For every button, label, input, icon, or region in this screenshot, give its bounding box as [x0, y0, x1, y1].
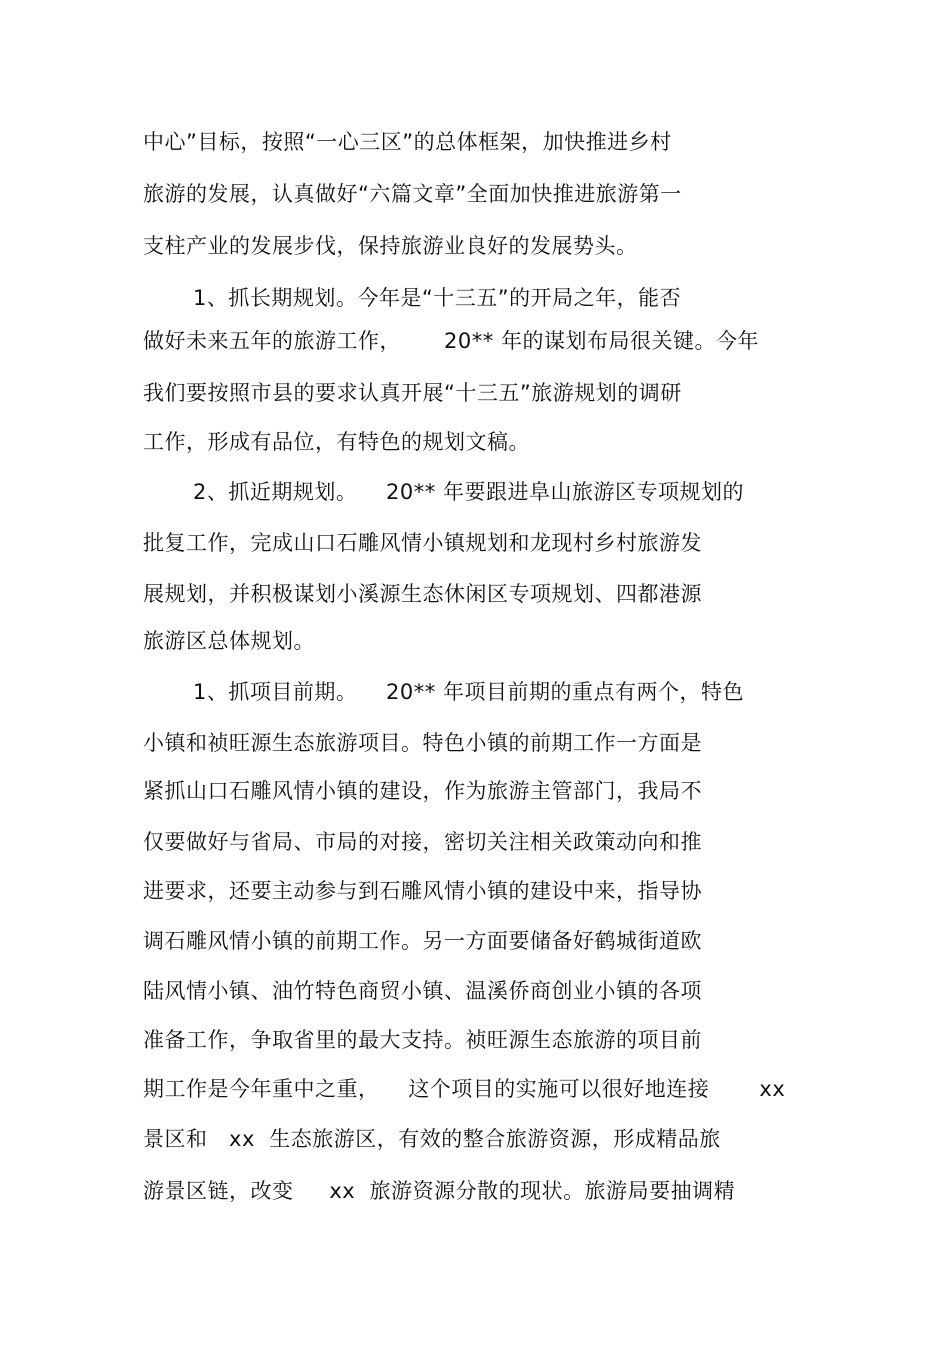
text-line: 紧抓山口石雕风情小镇的建设，作为旅游主管部门，我局不 — [143, 779, 702, 803]
text-line: 做好未来五年的旅游工作， 20** 年的谋划布局很关键。今年 — [143, 329, 759, 353]
text-line: 中心”目标，按照“一心三区”的总体框架，加快推进乡村 — [143, 130, 672, 154]
text-line: 游景区链，改变 xx 旅游资源分散的现状。旅游局要抽调精 — [143, 1179, 736, 1203]
paragraph-start-line: 1、抓长期规划。今年是“十三五”的开局之年，能否 — [193, 286, 682, 310]
text-line: 进要求，还要主动参与到石雕风情小镇的建设中来，指导协 — [143, 879, 702, 903]
text-line: 支柱产业的发展步伐，保持旅游业良好的发展势头。 — [143, 234, 638, 258]
text-line: 旅游区总体规划。 — [143, 629, 315, 653]
text-line: 陆风情小镇、油竹特色商贸小镇、温溪侨商创业小镇的各项 — [143, 979, 702, 1003]
text-line: 批复工作，完成山口石雕风情小镇规划和龙现村乡村旅游发 — [143, 531, 702, 555]
paragraph-start-line: 2、抓近期规划。 20** 年要跟进阜山旅游区专项规划的 — [193, 480, 744, 504]
text-line: 展规划，并积极谋划小溪源生态休闲区专项规划、四都港源 — [143, 582, 702, 606]
text-line: 仅要做好与省局、市局的对接，密切关注相关政策动向和推 — [143, 830, 702, 854]
paragraph-start-line: 1、抓项目前期。 20** 年项目前期的重点有两个，特色 — [193, 680, 744, 704]
text-line: 小镇和祯旺源生态旅游项目。特色小镇的前期工作一方面是 — [143, 731, 702, 755]
text-line: 景区和 xx 生态旅游区，有效的整合旅游资源，形成精品旅 — [143, 1127, 721, 1151]
text-line: 旅游的发展，认真做好“六篇文章”全面加快推进旅游第一 — [143, 182, 682, 206]
text-line: 调石雕风情小镇的前期工作。另一方面要储备好鹤城街道欧 — [143, 929, 702, 953]
text-line: 工作，形成有品位，有特色的规划文稿。 — [143, 430, 530, 454]
text-line: 期工作是今年重中之重， 这个项目的实施可以很好地连接 xx — [143, 1077, 786, 1101]
text-line: 准备工作，争取省里的最大支持。祯旺源生态旅游的项目前 — [143, 1028, 702, 1052]
text-line: 我们要按照市县的要求认真开展“十三五”旅游规划的调研 — [143, 381, 682, 405]
